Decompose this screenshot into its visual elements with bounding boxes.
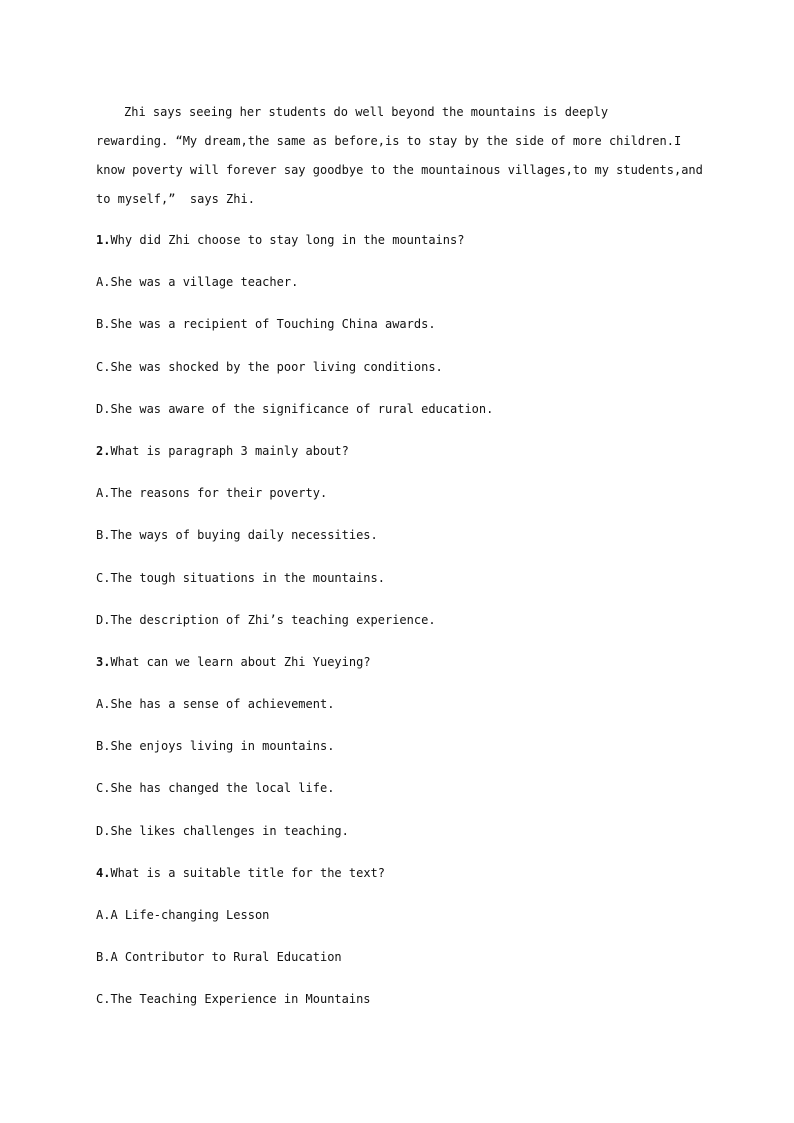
passage-line: know poverty will forever say goodbye to the mountainous villages,to my students,and (96, 163, 703, 177)
question-3-option-a: A.She has a sense of achievement. (96, 697, 335, 712)
passage-paragraph (96, 100, 703, 216)
question-text: What is a suitable title for the text? (110, 865, 385, 880)
question-2-stem (96, 439, 696, 481)
question-3-stem (96, 650, 696, 692)
passage-line: to myself,” says Zhi. (96, 192, 255, 206)
question-2-option-b: B.The ways of buying daily necessities. (96, 528, 378, 543)
question-number: 2. (96, 443, 111, 458)
question-1-stem (96, 228, 696, 270)
question-3-option-d: D.She likes challenges in teaching. (96, 823, 349, 838)
question-number: 1. (96, 233, 111, 247)
question-2-option-a: A.The reasons for their poverty. (96, 486, 328, 501)
passage-line: rewarding. “My dream,the same as before,is to stay by the side of more children.I (96, 134, 682, 148)
question-2-option-d: D.The description of Zhi’s teaching experience. (96, 612, 436, 627)
question-4-option-a: A.A Life-changing Lesson (96, 908, 270, 922)
question-number: 3. (96, 654, 111, 669)
question-list (96, 228, 696, 1030)
passage-line: Zhi says seeing her students do well beyond the mountains is deeply (124, 105, 609, 119)
question-3-option-b: B.She enjoys living in mountains. (96, 739, 335, 754)
question-4-option-c: C.The Teaching Experience in Mountains (96, 992, 371, 1007)
question-number: 4. (96, 865, 111, 880)
question-1-option-b: B.She was a recipient of Touching China awards. (96, 317, 436, 332)
question-1-option-c: C.She was shocked by the poor living conditions. (96, 359, 443, 374)
question-3-option-c: C.She has changed the local life. (96, 781, 335, 796)
question-4-option-b: B.A Contributor to Rural Education (96, 950, 342, 965)
question-2-option-c: C.The tough situations in the mountains. (96, 570, 385, 585)
question-text: Why did Zhi choose to stay long in the mountains? (110, 233, 465, 247)
question-text: What can we learn about Zhi Yueying? (110, 654, 371, 669)
question-1-option-a: A.She was a village teacher. (96, 275, 299, 290)
question-4-stem (96, 861, 696, 903)
question-1-option-d: D.She was aware of the significance of rural education. (96, 401, 494, 416)
question-text: What is paragraph 3 mainly about? (110, 443, 349, 458)
